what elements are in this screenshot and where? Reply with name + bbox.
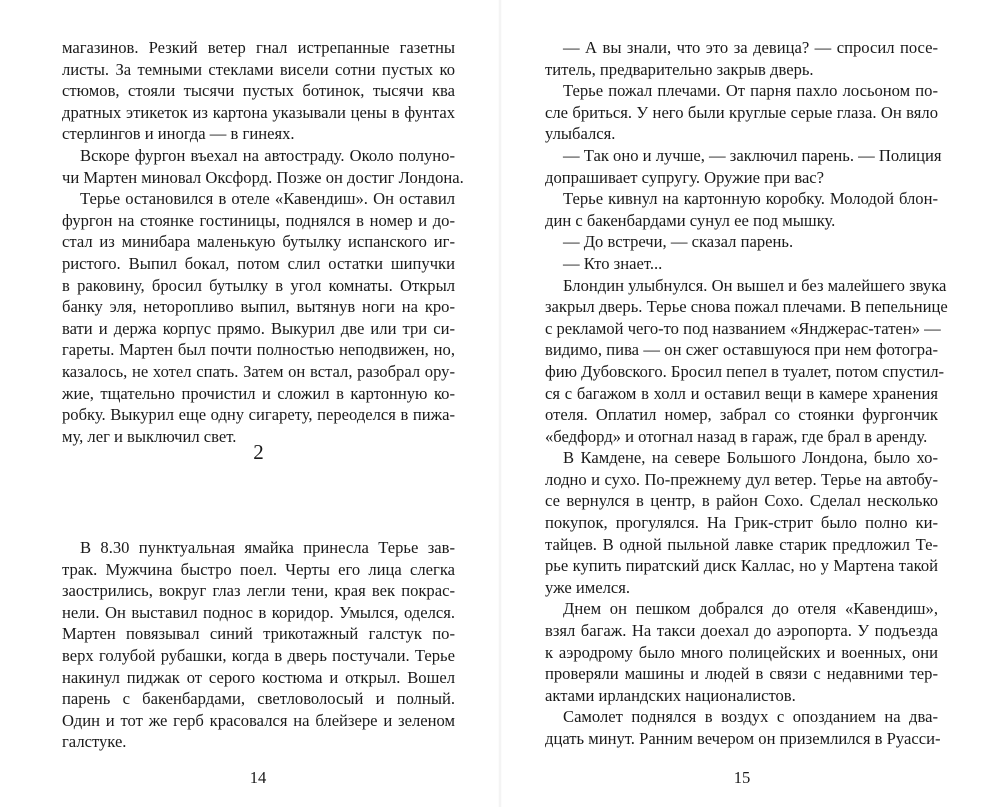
text-line: магазинов. Резкий ветер гнал истрепанные газетны <box>62 38 455 57</box>
text-line: рье купить пиратский диск Каллас, но у Мартена такой <box>545 556 938 576</box>
right-page-text <box>545 37 948 750</box>
chapter-heading: 2 <box>253 440 264 464</box>
text-line: к аэродрому было много полицейских и военных, они <box>545 642 938 662</box>
text-line: фию Дубовского. Бросил пепел в туалет, потом спустил- <box>545 361 945 381</box>
text-line: «бедфорд» и отогнал назад в гараж, где брал в аренду. <box>545 426 928 446</box>
text-line: Терье остановился в отеле «Кавендиш». Он оставил <box>80 189 455 209</box>
left-page-bottom-text <box>62 537 455 753</box>
book-gutter <box>498 0 502 807</box>
text-line: — А вы знали, что это за девица? — спросил посе- <box>563 38 938 57</box>
text-line: ся с багажом в холл и оставил вещи в камере хранения <box>545 383 938 403</box>
paragraph <box>545 598 938 706</box>
paragraph <box>62 188 455 447</box>
text-line: тайцев. В одной пыльной лавке старик предложил Те- <box>545 534 938 554</box>
text-line: чи Мартен миновал Оксфорд. Позже он достиг Лондона. <box>62 167 464 187</box>
text-line: Самолет поднялся в воздух с опозданием на два- <box>563 707 938 727</box>
paragraph <box>545 706 941 749</box>
text-line: в раковину, бросил бутылку в угол комнаты. Открыл <box>62 275 455 295</box>
text-line: се вернулся в центр, в район Сохо. Сделал несколько <box>545 491 938 511</box>
text-line: му, лег и выключил свет. <box>62 426 237 446</box>
text-line: стерлингов и иногда — в гинеях. <box>62 124 295 144</box>
text-line: ристого. Выпил бокал, потом слил остатки шипучки <box>62 253 455 273</box>
text-line: гареты. Мартен был почти полностью неподвижен, но, <box>62 340 455 360</box>
text-line: отеля. Оплатил номер, забрал со стоянки фургончик <box>545 405 938 425</box>
paragraph <box>545 275 948 448</box>
paragraph <box>545 253 938 275</box>
text-line: дин с бакенбардами сунул ее под мышку. <box>545 210 836 230</box>
text-line: фургон на стоянке гостиницы, поднялся в номер и до- <box>62 210 455 230</box>
text-line: актами ирландских националистов. <box>545 685 796 705</box>
text-line: вати и держа корпус прямо. Выкурил две или три си- <box>62 318 455 338</box>
text-line: жие, тщательно прочистил и сложил в картонную ко- <box>62 383 455 403</box>
left-page-top-text <box>62 37 464 447</box>
text-line: нели. Он выставил поднос в коридор. Умылся, оделся. <box>62 602 455 622</box>
text-line: Терье кивнул на картонную коробку. Молодой блон- <box>563 189 938 209</box>
text-line: стал из минибара маленькую бутылку испанского иг- <box>62 232 455 252</box>
page-number-right: 15 <box>733 768 751 787</box>
text-line: лодно и сухо. По-прежнему дул ветер. Терье на автобу- <box>545 469 938 489</box>
text-line: парень с бакенбардами, светловолосый и полный. <box>62 689 455 709</box>
page-number-left: 14 <box>249 768 267 787</box>
text-line: дцать минут. Ранним вечером он приземлился в Руасси- <box>545 729 941 748</box>
text-line: верх голубой рубашки, когда в дверь постучали. Терье <box>62 645 455 665</box>
text-line: заострились, вокруг глаз легли тени, края век покрас- <box>62 581 455 601</box>
text-line: — До встречи, — сказал парень. <box>563 232 794 252</box>
text-line: Днем он пешком добрался до отеля «Кавендиш», <box>563 599 938 619</box>
text-line: Блондин улыбнулся. Он вышел и без малейшего звука <box>563 275 947 295</box>
text-line: дратных этикеток из картона указывали цены в фунтах <box>62 102 455 122</box>
text-line: покупок, прогулялся. На Грик-стрит было полно ки- <box>545 513 938 533</box>
text-line: Терье пожал плечами. От парня пахло лосьоном по- <box>563 81 938 101</box>
paragraph <box>545 188 938 231</box>
text-line: стюмов, стояли тысячи пустых ботинок, тысячи ква <box>62 81 455 101</box>
text-line: — Так оно и лучше, — заключил парень. — Полиция <box>563 145 942 165</box>
text-line: галстуке. <box>62 732 127 752</box>
text-line: робку. Выкурил еще одну сигарету, переоделся в пижа- <box>62 405 455 425</box>
paragraph <box>545 145 942 188</box>
text-line: листы. За темными стеклами висели сотни пустых ко <box>62 59 455 79</box>
paragraph <box>545 231 938 253</box>
text-line: накинул пиджак от серого костюма и открыл. Вошел <box>62 667 455 687</box>
text-line: закрыл дверь. Терье снова пожал плечами. В пепельнице <box>545 297 948 317</box>
text-line: Один и тот же герб красовался на блейзере и зеленом <box>62 710 455 730</box>
text-line: титель, предварительно закрыв дверь. <box>545 59 814 79</box>
text-line: Вскоре фургон въехал на автостраду. Около полуно- <box>80 145 455 165</box>
text-line: видимо, пива — он сжег оставшуюся при нем фотогра- <box>545 340 938 360</box>
paragraph <box>62 145 464 188</box>
paragraph <box>545 37 938 80</box>
text-line: взял багаж. На такси доехал до аэропорта. У подъезда <box>545 621 938 641</box>
text-line: проверяли машины и людей в связи с недавними тер- <box>545 664 938 684</box>
paragraph <box>545 447 938 598</box>
text-line: Мартен повязывал синий трикотажный галстук по- <box>62 624 455 644</box>
text-line: — Кто знает... <box>563 253 663 273</box>
paragraph <box>62 37 455 145</box>
text-line: с рекламой чего-то под названием «Янджерас-татен» — <box>545 318 941 338</box>
paragraph <box>545 80 938 145</box>
paragraph <box>62 537 455 753</box>
text-line: улыбался. <box>545 124 616 144</box>
text-line: трак. Мужчина быстро поел. Черты его лица слегка <box>62 559 455 579</box>
text-line: уже имелся. <box>545 577 631 597</box>
text-line: В 8.30 пунктуальная ямайка принесла Терье зав- <box>80 538 455 557</box>
text-line: банку эля, неторопливо выпил, вытянув ноги на кро- <box>62 297 455 317</box>
text-line: допрашивает супругу. Оружие при вас? <box>545 167 825 187</box>
text-line: В Камдене, на севере Большого Лондона, было хо- <box>563 448 938 468</box>
text-line: казалось, не хотел спать. Затем он встал, разобрал ору- <box>62 361 455 381</box>
text-line: сле бриться. У него были круглые серые глаза. Он вяло <box>545 102 938 122</box>
